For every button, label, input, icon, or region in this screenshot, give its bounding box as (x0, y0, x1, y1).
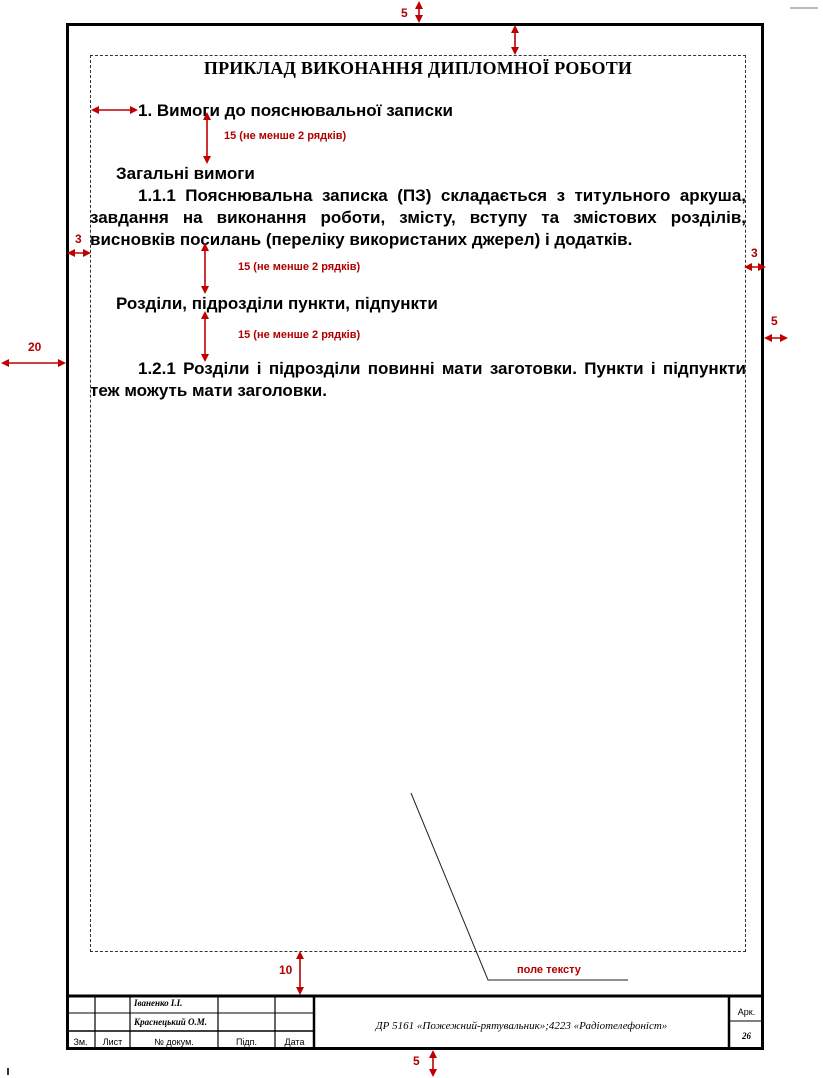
spacing-note-2: 15 (не менше 2 рядків) (238, 261, 361, 273)
dim-bottom-gap-label: 10 (279, 963, 293, 977)
stamp-name-1: Іваненко І.І. (134, 998, 183, 1008)
dim-top-label: 5 (401, 6, 408, 20)
dim-left-outer-label: 20 (28, 340, 42, 354)
stamp-col-data: Дата (284, 1037, 305, 1047)
spacing-note-3: 15 (не менше 2 рядків) (238, 329, 361, 341)
dim-right-outer-label: 5 (771, 314, 778, 328)
text-field-label: поле тексту (517, 964, 581, 976)
stamp-col-lyst: Лист (102, 1037, 123, 1047)
stamp-col-dokum: № докум. (154, 1037, 194, 1047)
spacing-note-1: 15 (не менше 2 рядків) (224, 130, 347, 142)
stamp-col-pidp: Підп. (235, 1037, 258, 1047)
dim-bottom-outer-label: 5 (413, 1054, 420, 1068)
section-heading: 1. Вимоги до пояснювальної записки (138, 101, 454, 120)
dim-left-inner-label: 3 (75, 232, 82, 246)
dim-right-inner-label: 3 (751, 246, 758, 260)
paragraph-1-text: 1.1.1 Пояснювальна записка (ПЗ) складається з титульного аркуша, завдання на виконання роботи, змісту, вступу та змістових розділів, висновків посилань (переліку використаних джерел) і додатків. (90, 186, 746, 249)
stamp-sheet-number: 26 (742, 1031, 751, 1041)
stamp-name-2: Краснецький О.М. (134, 1017, 208, 1027)
stamp-sheet-label: Арк. (737, 1007, 756, 1017)
stamp-document-code: ДР 5161 «Пожежний-рятувальник»;4223 «Радіотелефоніст» (375, 1020, 668, 1032)
stamp-col-zm: Зм. (73, 1037, 88, 1047)
paragraph-2-text: 1.2.1 Розділи і підрозділи повинні мати заготовки. Пункти і підпункти теж можуть мати заголовки. (90, 359, 746, 400)
subsection-heading-1: Загальні вимоги (116, 164, 255, 183)
subsection-heading-2: Розділи, підрозділи пункти, підпункти (116, 294, 438, 313)
document-title: ПРИКЛАД ВИКОНАННЯ ДИПЛОМНОЇ РОБОТИ (203, 58, 633, 78)
